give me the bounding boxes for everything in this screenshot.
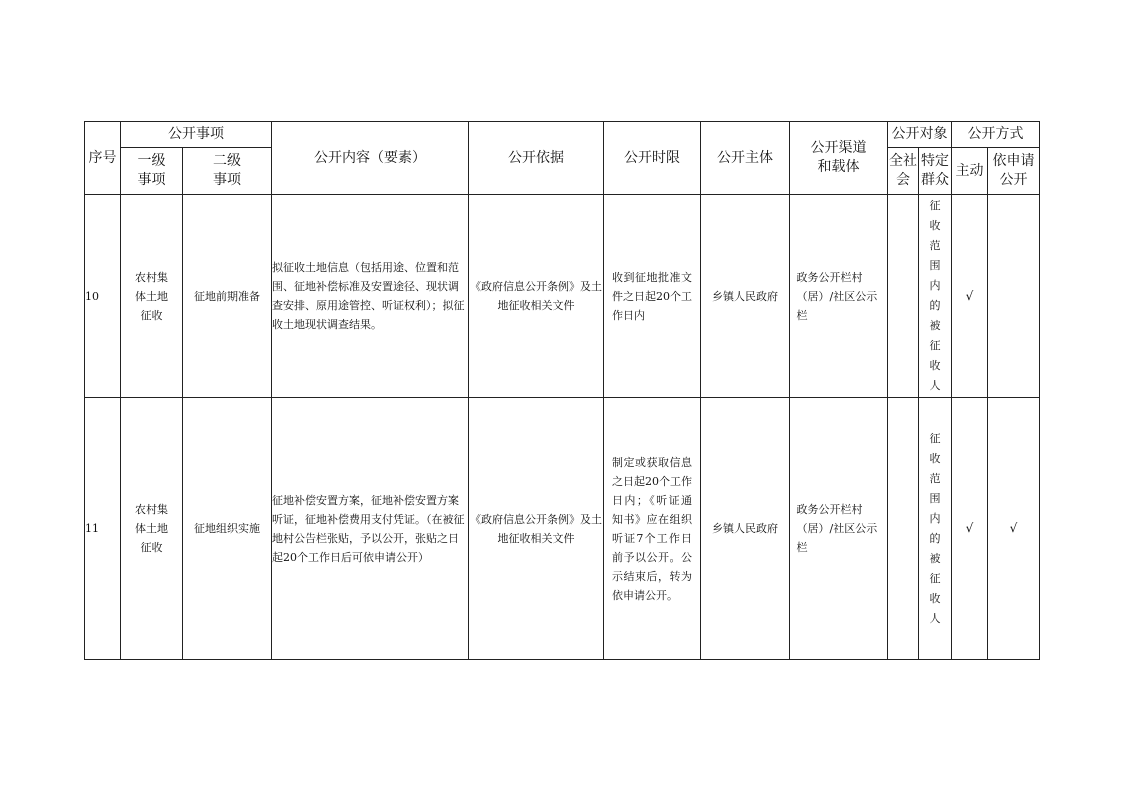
header-items-group: 公开事项	[121, 122, 272, 148]
row-specific-group-cell	[919, 398, 952, 660]
row-time-limit: 收到征地批准文件之日起20个工作日内	[612, 270, 692, 322]
header-on-request	[988, 148, 1040, 195]
header-subject: 公开主体	[701, 122, 790, 195]
row-time-limit-cell	[604, 398, 701, 660]
row-level1-cell	[121, 398, 183, 660]
row-time-limit-cell	[604, 195, 701, 398]
header-active: 主动	[952, 148, 988, 195]
row-channel: 政务公开栏村（居）/社区公示栏	[796, 270, 878, 322]
row-channel-cell	[790, 195, 888, 398]
header-on-request-label: 依申请公开	[992, 153, 1035, 188]
row-active-check: √	[952, 195, 988, 398]
row-specific-group-cell	[919, 195, 952, 398]
row-active-check: √	[952, 398, 988, 660]
header-whole-society	[888, 148, 919, 195]
row-level1: 农村集体土地征收	[135, 503, 168, 554]
row-on-request-check	[988, 195, 1040, 398]
row-specific-group: 征收范围内的被征收人	[929, 431, 941, 625]
row-subject: 乡镇人民政府	[701, 398, 790, 660]
table-row	[85, 195, 1040, 398]
row-level2: 征地组织实施	[183, 398, 272, 660]
row-time-limit: 制定或获取信息之日起20个工作日内；《听证通知书》应在组织听证7个工作日前予以公开。公示结束后，转为依申请公开。	[612, 455, 692, 602]
row-channel-cell	[790, 398, 888, 660]
header-time-limit: 公开时限	[604, 122, 701, 195]
header-method-group: 公开方式	[952, 122, 1040, 148]
header-specific-group-label: 特定群众	[921, 153, 949, 188]
row-level1-cell	[121, 195, 183, 398]
row-basis: 《政府信息公开条例》及土地征收相关文件	[469, 195, 604, 398]
row-level2: 征地前期准备	[183, 195, 272, 398]
header-whole-society-label: 全社会	[889, 153, 917, 188]
row-seq: 11	[85, 398, 121, 660]
header-level2	[183, 148, 272, 195]
table-row	[85, 398, 1040, 660]
header-seq: 序号	[85, 122, 121, 195]
row-channel: 政务公开栏村（居）/社区公示栏	[796, 503, 878, 554]
header-content: 公开内容（要素）	[272, 122, 469, 195]
header-target-group: 公开对象	[888, 122, 952, 148]
header-channel	[790, 122, 888, 195]
row-level1: 农村集体土地征收	[135, 270, 168, 322]
header-specific-group	[919, 148, 952, 195]
header-channel-label: 公开渠道和载体	[810, 140, 867, 175]
row-whole-society	[888, 195, 919, 398]
row-on-request-check: √	[988, 398, 1040, 660]
row-content: 拟征收土地信息（包括用途、位置和范围、征地补偿标准及安置途径、现状调查安排、原用途管控、听证权利）；拟征收土地现状调查结果。	[272, 195, 469, 398]
row-subject: 乡镇人民政府	[701, 195, 790, 398]
row-basis: 《政府信息公开条例》及土地征收相关文件	[469, 398, 604, 660]
row-whole-society	[888, 398, 919, 660]
header-level2-label: 二级事项	[213, 153, 241, 188]
row-seq: 10	[85, 195, 121, 398]
header-level1-label: 一级事项	[137, 153, 166, 188]
row-content: 征地补偿安置方案，征地补偿安置方案听证，征地补偿费用支付凭证。（在被征地村公告栏张贴，予以公开，张贴之日起20个工作日后可依申请公开）	[272, 398, 469, 660]
header-level1	[121, 148, 183, 195]
disclosure-table	[84, 121, 1040, 660]
row-specific-group: 征收范围内的被征收人	[929, 199, 941, 392]
header-basis: 公开依据	[469, 122, 604, 195]
